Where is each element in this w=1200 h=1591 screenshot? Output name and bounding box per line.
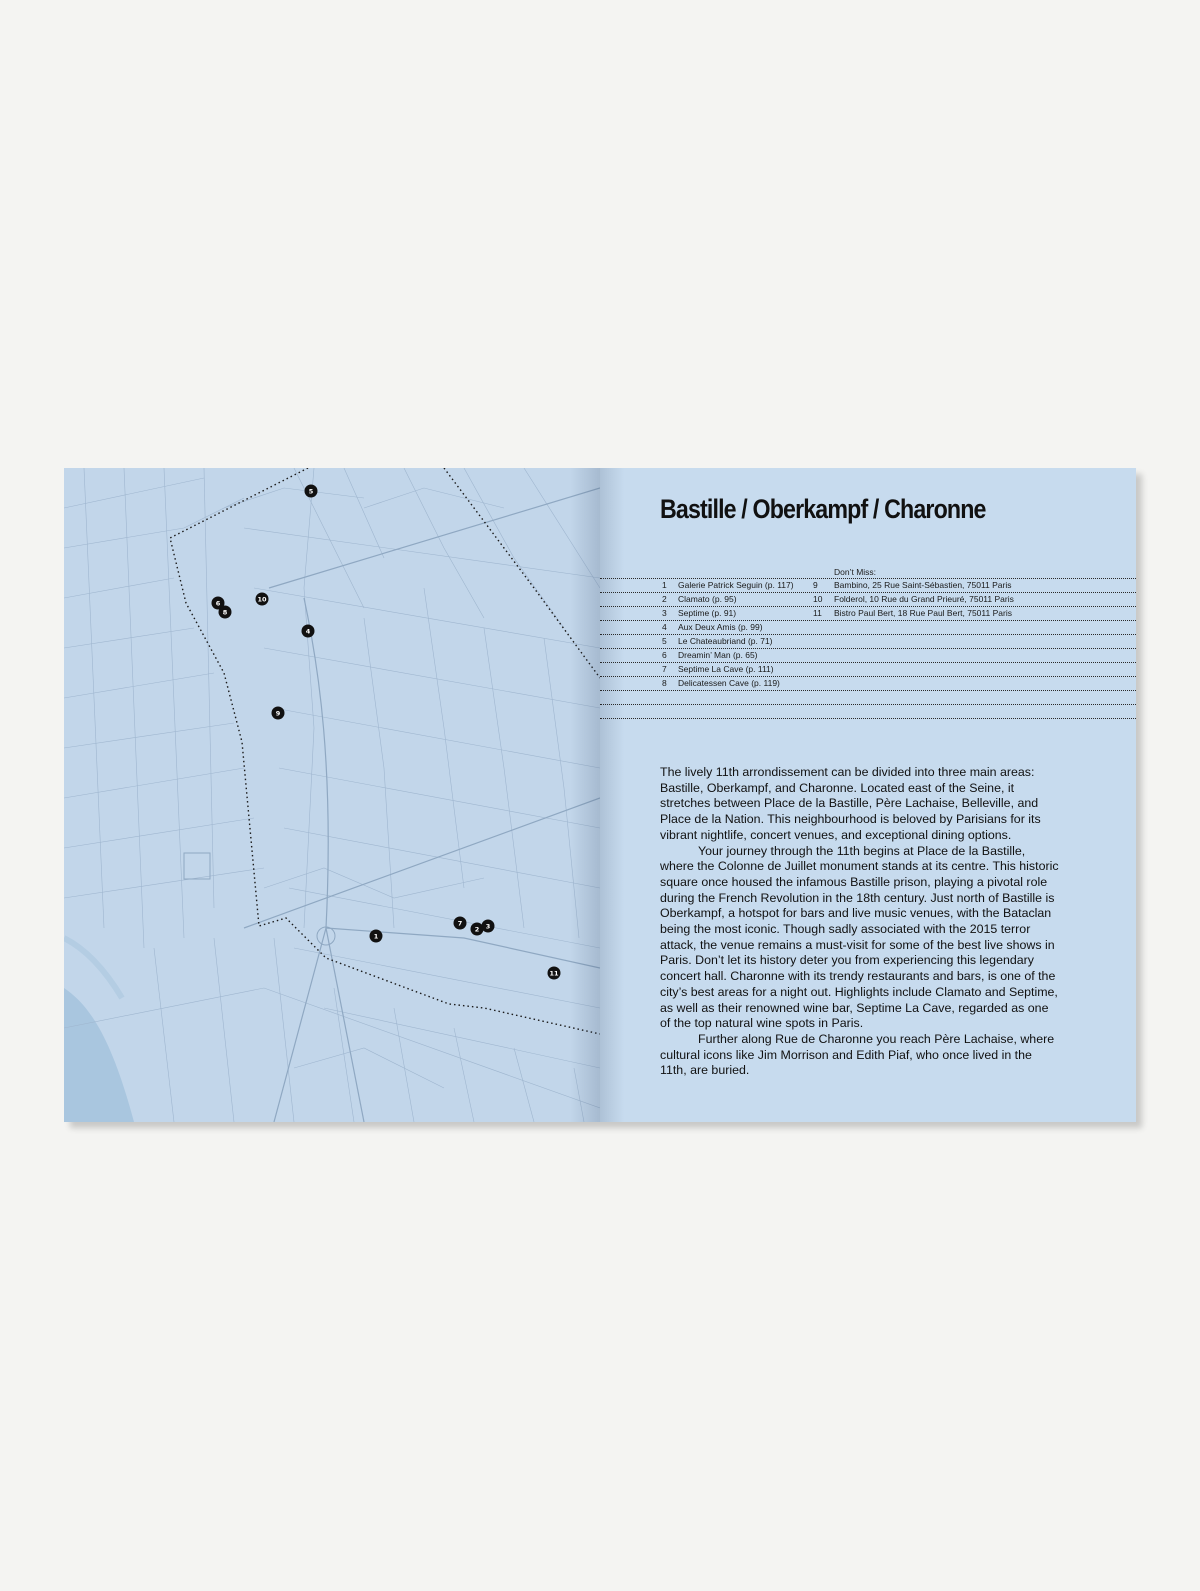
- legend-row-empty: [600, 705, 1136, 719]
- svg-text:1: 1: [373, 932, 379, 941]
- svg-text:11: 11: [549, 969, 559, 978]
- legend-venue: Folderol, 10 Rue du Grand Prieuré, 75011 Paris: [834, 594, 1014, 604]
- legend-venue: Septime La Cave (p. 111): [678, 664, 774, 674]
- legend-venue: Bistro Paul Bert, 18 Rue Paul Bert, 75011 Paris: [834, 608, 1012, 618]
- legend-number: 3: [662, 608, 667, 618]
- map-page: [64, 468, 600, 1122]
- svg-text:5: 5: [308, 487, 314, 496]
- legend-row: [600, 579, 1136, 593]
- legend-row: [600, 649, 1136, 663]
- legend-number: 5: [662, 636, 667, 646]
- map-marker-2: [471, 923, 484, 936]
- legend-venue: Le Chateaubriand (p. 71): [678, 636, 773, 646]
- legend-number: 6: [662, 650, 667, 660]
- legend-number: 2: [662, 594, 667, 604]
- svg-text:4: 4: [305, 627, 311, 636]
- legend-venue: Clamato (p. 95): [678, 594, 737, 604]
- map-marker-8: [219, 606, 232, 619]
- map-marker-10: [256, 593, 269, 606]
- page-title: Bastille / Oberkampf / Charonne: [660, 494, 986, 524]
- map-marker-3: [482, 920, 495, 933]
- map-marker-1: [370, 930, 383, 943]
- svg-text:7: 7: [457, 919, 463, 928]
- paragraph: The lively 11th arrondissement can be divided into three main areas: Bastille, Oberkampf, and Charonne. Located east of the Seine, it stretches between Place de la Bastille, Père Lachaise, Belleville, and Place de la Nation. This neighbourhood is beloved by Parisians for its vibrant nightlife, concert venues, and exceptional dining options.: [660, 765, 1041, 842]
- legend-row: [600, 635, 1136, 649]
- legend-number: 8: [662, 678, 667, 688]
- map-marker-7: [454, 917, 467, 930]
- paragraph: Your journey through the 11th begins at Place de la Bastille, where the Colonne de Juillet monument stands at its centre. This historic square once housed the infamous Bastille prison, playing a pivotal role during the French Revolution in the 18th century. Just north of Bastille is Oberkampf, a hotspot for bars and live music venues, with the Bataclan being the most iconic. Though sadly associated with the 2015 terror attack, the venue remains a must-visit for some of the best live shows in Paris. Don’t let its history deter you from experiencing this legendary concert hall. Charonne with its trendy restaurants and bars, is one of the city’s best areas for a night out. Highlights include Clamato and Septime, as well as their renowned wine bar, Septime La Cave, regarded as one of the top natural wine spots in Paris.: [660, 843, 1059, 1031]
- legend-row-empty: [600, 691, 1136, 705]
- venue-legend: [600, 578, 1136, 719]
- svg-text:2: 2: [474, 925, 480, 934]
- legend-number: 4: [662, 622, 667, 632]
- gutter-shadow: [600, 468, 624, 1122]
- map-marker-9: [272, 707, 285, 720]
- article-body: [660, 765, 1060, 1079]
- paragraph: Further along Rue de Charonne you reach Père Lachaise, where cultural icons like Jim Morrison and Edith Piaf, who once lived in the 11th, are buried.: [660, 1031, 1055, 1078]
- legend-row: [600, 621, 1136, 635]
- svg-text:8: 8: [222, 608, 228, 617]
- legend-number: 10: [813, 594, 823, 604]
- legend-venue: Delicatessen Cave (p. 119): [678, 678, 780, 688]
- map-marker-4: [302, 625, 315, 638]
- map-marker-5: [305, 485, 318, 498]
- svg-text:3: 3: [485, 922, 491, 931]
- neighbourhood-map: [64, 468, 600, 1122]
- legend-number: 1: [662, 580, 667, 590]
- legend-venue: Septime (p. 91): [678, 608, 737, 618]
- legend-venue: Aux Deux Amis (p. 99): [678, 622, 763, 632]
- legend-row: [600, 593, 1136, 607]
- legend-venue: Bambino, 25 Rue Saint-Sébastien, 75011 Paris: [834, 580, 1012, 590]
- map-marker-11: [548, 967, 561, 980]
- svg-text:9: 9: [275, 709, 281, 718]
- book-spread: [64, 468, 1136, 1122]
- dont-miss-heading: Don’t Miss:: [834, 567, 877, 577]
- legend-venue: Galerie Patrick Seguin (p. 117): [678, 580, 794, 590]
- legend-number: 9: [813, 580, 818, 590]
- legend-row: [600, 677, 1136, 691]
- legend-row: [600, 663, 1136, 677]
- legend-number: 7: [662, 664, 667, 674]
- legend-row: [600, 607, 1136, 621]
- svg-text:6: 6: [215, 599, 221, 608]
- svg-text:10: 10: [257, 595, 267, 604]
- legend-venue: Dreamin’ Man (p. 65): [678, 650, 758, 660]
- legend-number: 11: [813, 608, 822, 618]
- text-page: [600, 468, 1136, 1122]
